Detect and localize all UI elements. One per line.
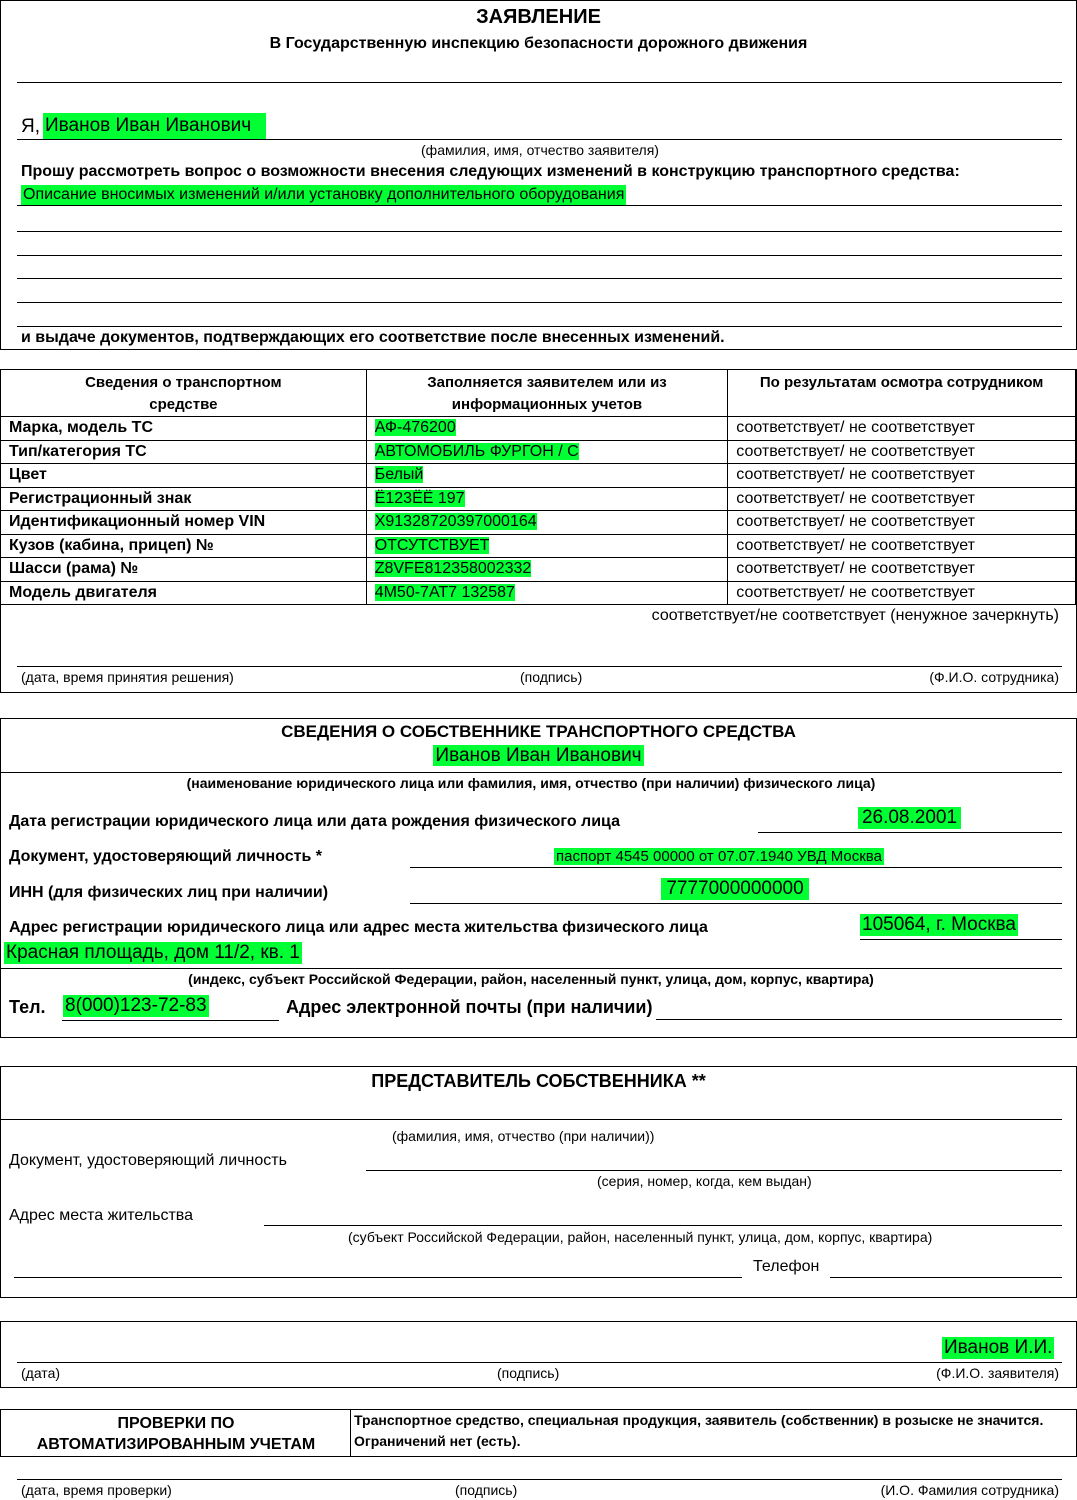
decision-date-hint: (дата, время принятия решения) <box>21 669 234 685</box>
owner-email-line <box>656 1019 1062 1020</box>
decision-sign-line <box>17 666 1062 667</box>
row-value[interactable]: АВТОМОБИЛЬ ФУРГОН / С <box>366 440 728 464</box>
row-value[interactable]: 4М50-7АТ7 132587 <box>366 581 728 605</box>
row-value[interactable]: Белый <box>366 464 728 488</box>
table-row <box>1 440 1076 464</box>
row-value[interactable]: АФ-476200 <box>366 417 728 441</box>
checks-date-hint: (дата, время проверки) <box>21 1482 172 1498</box>
owner-address-field-1[interactable]: 105064, г. Москва <box>862 914 1016 935</box>
changes-description-field[interactable]: Описание вносимых изменений и/или установку дополнительного оборудования <box>23 186 625 203</box>
row-label: Кузов (кабина, прицеп) № <box>1 534 367 558</box>
closing-text: и выдаче документов, подтверждающих его соответствие после внесенных изменений. <box>21 329 725 346</box>
document-title: ЗАЯВЛЕНИЕ <box>476 6 601 28</box>
table-row <box>1 581 1076 605</box>
representative-address-line-2 <box>14 1277 742 1278</box>
owner-phone-line <box>62 1020 279 1021</box>
applicant-name-field[interactable]: Иванов Иван Иванович <box>43 113 266 139</box>
row-value[interactable]: Х91328720397000164 <box>366 511 728 535</box>
representative-section <box>0 1066 1077 1298</box>
changes-line-1 <box>17 205 1062 206</box>
applicant-name-hint: (фамилия, имя, отчество заявителя) <box>421 142 659 158</box>
row-check: соответствует/ не соответствует <box>728 487 1076 511</box>
representative-address-label: Адрес места жительства <box>9 1207 194 1224</box>
owner-phone-label: Тел. <box>9 997 46 1017</box>
document-subtitle: В Государственную инспекцию безопасности дорожного движения <box>269 35 808 52</box>
checks-text-2: Ограничений нет (есть). <box>354 1433 521 1449</box>
row-label: Марка, модель ТС <box>1 417 367 441</box>
owner-dob-field[interactable]: 26.08.2001 <box>858 807 961 829</box>
signature-date-hint: (дата) <box>21 1365 61 1381</box>
changes-line-4 <box>17 278 1062 279</box>
row-label: Модель двигателя <box>1 581 367 605</box>
vehicle-table <box>0 369 1076 605</box>
owner-doc-line <box>410 867 1062 868</box>
row-label: Тип/категория ТС <box>1 440 367 464</box>
row-check: соответствует/ не соответствует <box>728 464 1076 488</box>
applicant-name-line <box>17 139 1062 140</box>
checks-divider <box>350 1409 351 1457</box>
row-check: соответствует/ не соответствует <box>728 417 1076 441</box>
decision-signature-hint: (подпись) <box>520 669 583 685</box>
signature-name-hint: (Ф.И.О. заявителя) <box>936 1365 1059 1381</box>
row-check: соответствует/ не соответствует <box>728 440 1076 464</box>
representative-phone-line <box>830 1277 1062 1278</box>
row-value[interactable]: Ё123ЁЁ 197 <box>366 487 728 511</box>
representative-name-line <box>0 1119 1062 1120</box>
signature-sign-hint: (подпись) <box>497 1365 560 1381</box>
row-check: соответствует/ не соответствует <box>728 534 1076 558</box>
checks-sign-hint: (подпись) <box>455 1482 518 1498</box>
table-row <box>1 558 1076 582</box>
request-text: Прошу рассмотреть вопрос о возможности внесения следующих изменений в конструкцию транспортного средства: <box>21 163 960 180</box>
representative-doc-line <box>366 1170 1062 1171</box>
changes-line-3 <box>17 255 1062 256</box>
divider-line <box>17 82 1062 83</box>
table-row <box>1 464 1076 488</box>
owner-title: СВЕДЕНИЯ О СОБСТВЕННИКЕ ТРАНСПОРТНОГО СРЕДСТВА <box>281 722 796 741</box>
representative-name-hint: (фамилия, имя, отчество (при наличии)) <box>392 1128 655 1144</box>
representative-address-hint: (субъект Российской Федерации, район, населенный пункт, улица, дом, корпус, квартира) <box>348 1229 933 1245</box>
owner-dob-line <box>758 832 1062 833</box>
row-label: Идентификационный номер VIN <box>1 511 367 535</box>
representative-phone-label: Телефон <box>753 1258 820 1275</box>
owner-inn-line <box>410 903 1062 904</box>
row-label: Шасси (рама) № <box>1 558 367 582</box>
representative-doc-label: Документ, удостоверяющий личность <box>9 1152 287 1169</box>
owner-inn-field[interactable]: 7777000000000 <box>661 878 809 900</box>
decision-note: соответствует/не соответствует (ненужное зачеркнуть) <box>651 607 1059 624</box>
column-header-inspection: По результатам осмотра сотрудником <box>728 370 1076 417</box>
row-check: соответствует/ не соответствует <box>728 581 1076 605</box>
vehicle-table-header <box>1 370 1076 417</box>
owner-name-line <box>0 772 1062 773</box>
changes-line-6 <box>17 326 1062 327</box>
row-check: соответствует/ не соответствует <box>728 511 1076 535</box>
owner-email-label: Адрес электронной почты (при наличии) <box>286 997 653 1017</box>
checks-title: ПРОВЕРКИ ПО АВТОМАТИЗИРОВАННЫМ УЧЕТАМ <box>36 1415 316 1453</box>
owner-doc-label: Документ, удостоверяющий личность * <box>9 848 322 865</box>
decision-officer-hint: (Ф.И.О. сотрудника) <box>929 669 1059 685</box>
table-row <box>1 487 1076 511</box>
owner-address-field-2[interactable]: Красная площадь, дом 11/2, кв. 1 <box>6 942 300 963</box>
representative-title: ПРЕДСТАВИТЕЛЬ СОБСТВЕННИКА ** <box>371 1071 706 1091</box>
table-row <box>1 417 1076 441</box>
table-row <box>1 534 1076 558</box>
owner-name-field[interactable]: Иванов Иван Иванович <box>435 745 642 766</box>
checks-text-1: Транспортное средство, специальная продукция, заявитель (собственник) в розыске не значится. <box>354 1412 1044 1428</box>
signature-line <box>17 1362 1062 1363</box>
table-row <box>1 511 1076 535</box>
owner-dob-label: Дата регистрации юридического лица или дата рождения физического лица <box>9 813 620 830</box>
changes-line-5 <box>17 302 1062 303</box>
row-value[interactable]: Z8VFE812358002332 <box>366 558 728 582</box>
owner-address-line-1 <box>860 939 1062 940</box>
owner-address-line-2 <box>0 968 1062 969</box>
applicant-prefix: Я, <box>21 116 40 137</box>
owner-address-label: Адрес регистрации юридического лица или адрес места жительства физического лица <box>9 919 708 936</box>
owner-address-hint: (индекс, субъект Российской Федерации, район, населенный пункт, улица, дом, корпус, квартира) <box>188 971 874 987</box>
row-label: Регистрационный знак <box>1 487 367 511</box>
checks-sign-line <box>17 1479 1062 1480</box>
owner-name-wrap <box>0 745 1077 767</box>
row-label: Цвет <box>1 464 367 488</box>
row-check: соответствует/ не соответствует <box>728 558 1076 582</box>
representative-address-line <box>264 1225 1062 1226</box>
applicant-signature-name[interactable]: Иванов И.И. <box>944 1337 1053 1358</box>
column-header-vehicle: Сведения о транспортном средстве <box>1 370 367 417</box>
owner-inn-label: ИНН (для физических лиц при наличии) <box>9 884 329 901</box>
owner-doc-field[interactable]: паспорт 4545 00000 от 07.07.1940 УВД Москва <box>556 848 882 865</box>
checks-officer-hint: (И.О. Фамилия сотрудника) <box>880 1482 1059 1498</box>
representative-doc-hint: (серия, номер, когда, кем выдан) <box>597 1173 812 1189</box>
row-value[interactable]: ОТСУТСТВУЕТ <box>366 534 728 558</box>
owner-name-hint: (наименование юридического лица или фамилия, имя, отчество (при наличии) физического лица) <box>186 775 876 791</box>
changes-line-2 <box>17 231 1062 232</box>
column-header-applicant: Заполняется заявителем или из информационных учетов <box>366 370 728 417</box>
owner-phone-field[interactable]: 8(000)123-72-83 <box>65 995 207 1016</box>
